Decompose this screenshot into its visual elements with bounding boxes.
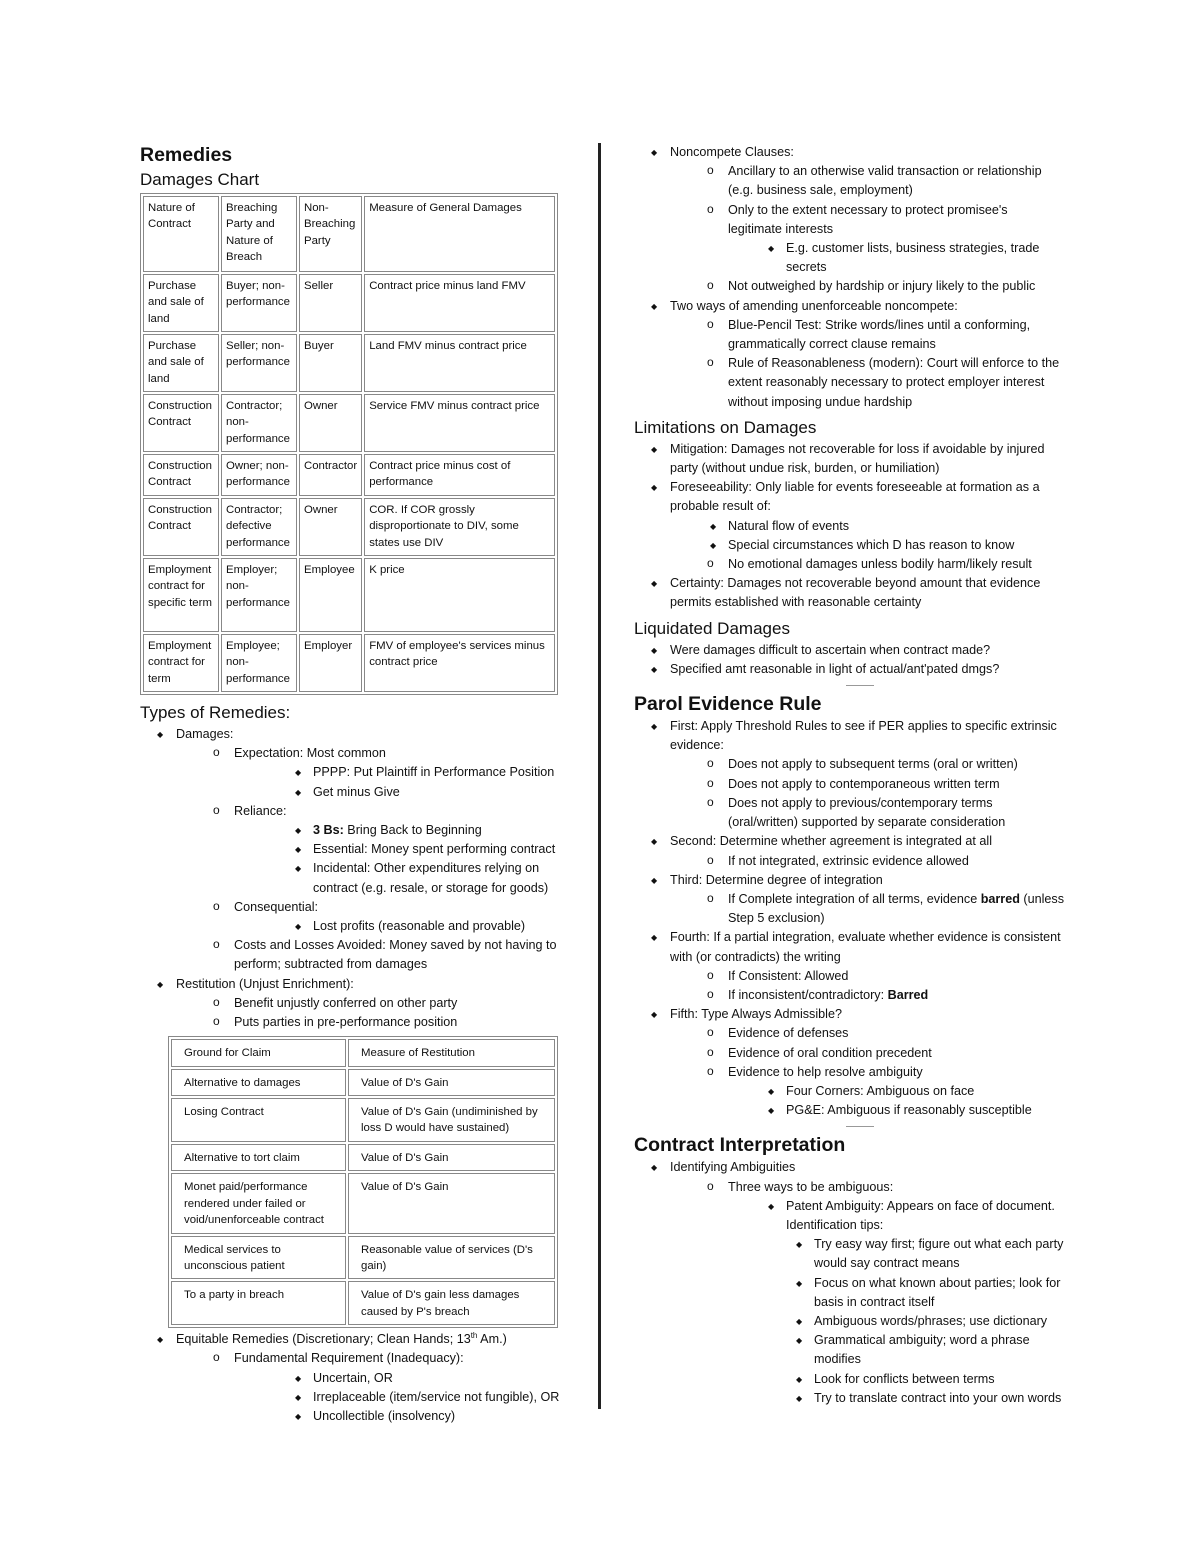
table-row xyxy=(143,558,555,632)
list-item: o Puts parties in pre-performance position xyxy=(176,1013,565,1032)
list-item xyxy=(634,1005,1064,1120)
table-header-cell: Nature of Contract xyxy=(143,196,219,272)
table-cell: Monet paid/performance rendered under failed or void/unenforceable contract xyxy=(171,1173,346,1233)
list-item-text: Am.) xyxy=(477,1332,507,1347)
list-item-text: If inconsistent/contradictory: xyxy=(728,987,888,1002)
list-item xyxy=(634,871,1064,929)
left-column xyxy=(140,140,565,1426)
list-item: ◆ Certainty: Damages not recoverable beyond amount that evidence permits established with reasonable certainty xyxy=(634,574,1064,612)
table-row xyxy=(143,454,555,496)
table-cell: Construction Contract xyxy=(143,454,219,496)
table-header-cell: Breaching Party and Nature of Breach xyxy=(221,196,297,272)
list-item: ◆ Get minus Give xyxy=(234,783,565,802)
list-item: o Evidence of oral condition precedent xyxy=(670,1044,1064,1063)
table-cell: To a party in breach xyxy=(171,1281,346,1325)
table-cell: Medical services to unconscious patient xyxy=(171,1236,346,1280)
table-cell: Purchase and sale of land xyxy=(143,334,219,392)
list-item: ◆ Special circumstances which D has reason to know xyxy=(649,536,1064,555)
table-row xyxy=(171,1069,555,1096)
page-title: Remedies xyxy=(140,144,233,166)
limitations-heading: Limitations on Damages xyxy=(634,417,817,437)
list-item: ◆ Four Corners: Ambiguous on face xyxy=(707,1082,1064,1101)
list-item xyxy=(176,744,565,802)
list-item-text: Damages: xyxy=(176,727,234,741)
list-item xyxy=(140,975,565,1033)
damages-chart-heading: Damages Chart xyxy=(140,170,260,189)
table-cell: Reasonable value of services (D's gain) xyxy=(348,1236,555,1280)
table-cell: Purchase and sale of land xyxy=(143,274,219,332)
list-item-text: Foreseeability: Only liable for events foreseeable at formation as a probable result of: xyxy=(670,480,1040,514)
list-item: ◆ PG&E: Ambiguous if reasonably susceptible xyxy=(707,1101,1064,1120)
list-item-text: Identifying Ambiguities xyxy=(670,1160,796,1175)
table-cell: Value of D's gain less damages caused by P's breach xyxy=(348,1281,555,1325)
list-item xyxy=(670,967,1064,986)
list-item xyxy=(234,821,565,840)
column-divider xyxy=(598,143,601,1409)
list-item xyxy=(634,717,1064,832)
list-item: ◆ Ambiguous words/phrases; use dictionary xyxy=(707,1312,1064,1331)
table-header-cell: Non-Breaching Party xyxy=(299,196,362,272)
table-cell: Seller xyxy=(299,274,362,332)
list-item xyxy=(634,928,1064,1005)
liquidated-heading: Liquidated Damages xyxy=(634,618,790,638)
table-row xyxy=(143,334,555,392)
list-item: ◆ Mitigation: Damages not recoverable for loss if avoidable by injured party (without undue risk, burden, or humiliation) xyxy=(634,440,1064,478)
list-item: ◆ Grammatical ambiguity; word a phrase modifies xyxy=(707,1331,1064,1369)
parol-list xyxy=(634,717,1064,1120)
list-item-text: Costs and Losses Avoided: xyxy=(234,938,386,953)
types-of-remedies-heading: Types of Remedies: xyxy=(140,703,291,722)
list-item-text: First: Apply Threshold Rules to see if PER applies to specific extrinsic evidence: xyxy=(670,719,1057,753)
section-separator xyxy=(846,685,874,686)
table-cell: Owner; non-performance xyxy=(221,454,297,496)
remedies-list xyxy=(140,725,565,1032)
bold-term: Barred xyxy=(887,987,929,1002)
list-item xyxy=(634,297,1064,412)
list-item xyxy=(634,832,1064,870)
damages-chart-table xyxy=(140,193,558,695)
table-cell: Contract price minus land FMV xyxy=(364,274,555,332)
equitable-list xyxy=(140,1330,565,1426)
list-item-text: Patent Ambiguity: Appears on face of document. Identification tips: xyxy=(786,1198,1055,1232)
table-cell: Employment contract for specific term xyxy=(143,558,219,632)
list-item-text: Reliance: xyxy=(234,803,287,818)
interpretation-list xyxy=(634,1158,1064,1408)
list-item xyxy=(140,1330,565,1426)
section-separator xyxy=(846,1126,874,1127)
list-item: o Does not apply to contemporaneous written term xyxy=(670,775,1064,794)
table-cell: Owner xyxy=(299,498,362,556)
superscript: th xyxy=(470,1330,478,1340)
list-item: ◆ Lost profits (reasonable and provable) xyxy=(234,917,565,936)
list-item xyxy=(634,143,1064,297)
list-item: o No emotional damages unless bodily harm/likely result xyxy=(670,555,1064,574)
table-cell: Contract price minus cost of performance xyxy=(364,454,555,496)
list-item-text: Only to the extent necessary to protect promisee's legitimate interests xyxy=(728,202,1008,236)
list-item: o Does not apply to subsequent terms (oral or written) xyxy=(670,755,1064,774)
list-item xyxy=(670,1178,1064,1408)
list-item: ◆ Uncertain, OR xyxy=(234,1369,565,1388)
list-item: ◆ Try easy way first; figure out what each party would say contract means xyxy=(707,1235,1064,1273)
table-cell: Value of D's Gain xyxy=(348,1173,555,1233)
table-row xyxy=(171,1236,555,1280)
list-item xyxy=(670,890,1064,928)
list-item: o Benefit unjustly conferred on other party xyxy=(176,994,565,1013)
list-item: ◆ Essential: Money spent performing contract xyxy=(234,840,565,859)
list-item: ◆ Specified amt reasonable in light of actual/ant'pated dmgs? xyxy=(634,660,1064,679)
list-item-text: Consequential: xyxy=(234,899,319,914)
table-header-cell: Measure of Restitution xyxy=(348,1039,555,1066)
table-cell: Value of D's Gain xyxy=(348,1144,555,1171)
table-cell: COR. If COR grossly disproportionate to DIV, some states use DIV xyxy=(364,498,555,556)
list-item: o Rule of Reasonableness (modern): Court will enforce to the extent reasonably necessary to protect employer interest without imposing undue hardship xyxy=(670,354,1064,412)
list-item xyxy=(670,986,1064,1005)
list-item xyxy=(176,936,565,974)
list-item: ◆ Look for conflicts between terms xyxy=(707,1370,1064,1389)
list-item-text: Expectation: Most common xyxy=(234,746,386,761)
table-cell: Contractor xyxy=(299,454,362,496)
table-row xyxy=(143,394,555,452)
table-header-row xyxy=(143,196,555,272)
list-item: o Not outweighed by hardship or injury likely to the public xyxy=(670,277,1064,296)
parol-heading: Parol Evidence Rule xyxy=(634,693,822,716)
list-item: ◆ Uncollectible (insolvency) xyxy=(234,1407,565,1426)
table-cell: FMV of employee's services minus contract price xyxy=(364,634,555,692)
list-item-text: (unless Step 5 exclusion) xyxy=(728,891,1065,926)
list-item xyxy=(176,802,565,898)
list-item-text: Third: Determine degree of integration xyxy=(670,872,883,887)
table-row xyxy=(171,1098,555,1142)
table-row xyxy=(143,634,555,692)
table-row xyxy=(171,1281,555,1325)
table-cell: Value of D's Gain (undiminished by loss D would have sustained) xyxy=(348,1098,555,1142)
list-item xyxy=(176,1349,565,1426)
list-item-text: Evidence to help resolve ambiguity xyxy=(728,1064,923,1079)
list-item-text: Bring Back to Beginning xyxy=(343,823,482,838)
list-item: o Evidence of defenses xyxy=(670,1024,1064,1043)
list-item: ◆ E.g. customer lists, business strategies, trade secrets xyxy=(707,239,1064,277)
table-row xyxy=(143,498,555,556)
list-item: o Blue-Pencil Test: Strike words/lines until a conforming, grammatically correct clause remains xyxy=(670,316,1064,354)
table-header-row xyxy=(171,1039,555,1066)
list-item xyxy=(176,898,565,936)
list-item-text: Fundamental Requirement (Inadequacy): xyxy=(234,1351,464,1366)
table-cell: Contractor; non-performance xyxy=(221,394,297,452)
list-item: ◆ Natural flow of events xyxy=(649,517,1064,536)
list-item-text: Three ways to be ambiguous: xyxy=(728,1179,894,1194)
table-row xyxy=(171,1173,555,1233)
list-item: ◆ PPPP: Put Plaintiff in Performance Position xyxy=(234,763,565,782)
limitations-list xyxy=(634,440,1064,613)
table-cell: Owner xyxy=(299,394,362,452)
list-item-text: If Consistent: xyxy=(728,968,805,983)
list-item-text: Restitution (Unjust Enrichment): xyxy=(176,976,354,991)
list-item: ◆ Try to translate contract into your own words xyxy=(707,1389,1064,1408)
table-cell: Employer; non-performance xyxy=(221,558,297,632)
table-header-cell: Ground for Claim xyxy=(171,1039,346,1066)
bold-term: 3 Bs: xyxy=(313,823,344,838)
list-item-text: Two ways of amending unenforceable noncompete: xyxy=(670,298,958,313)
list-item-text: Second: Determine whether agreement is integrated at all xyxy=(670,834,993,849)
table-cell: Construction Contract xyxy=(143,498,219,556)
table-cell: Employee; non-performance xyxy=(221,634,297,692)
list-item xyxy=(670,201,1064,278)
bold-term: barred xyxy=(980,891,1020,906)
list-item: o Ancillary to an otherwise valid transaction or relationship (e.g. business sale, employment) xyxy=(670,162,1064,200)
table-row xyxy=(143,274,555,332)
table-cell: Value of D's Gain xyxy=(348,1069,555,1096)
table-cell: Buyer; non-performance xyxy=(221,274,297,332)
interpretation-heading: Contract Interpretation xyxy=(634,1134,846,1157)
table-cell: Contractor; defective performance xyxy=(221,498,297,556)
right-column xyxy=(634,143,1064,1408)
list-item-text: Equitable Remedies (Discretionary; Clean Hands; 13 xyxy=(176,1332,471,1347)
list-item-text: Fourth: If a partial integration, evaluate whether evidence is consistent with (or contradicts) the writing xyxy=(670,930,1061,964)
list-item-text: Money saved by not having to perform; subtracted from damages xyxy=(234,938,557,972)
table-cell: K price xyxy=(364,558,555,632)
table-cell: Employer xyxy=(299,634,362,692)
table-cell: Service FMV minus contract price xyxy=(364,394,555,452)
table-cell: Alternative to damages xyxy=(171,1069,346,1096)
table-cell: Buyer xyxy=(299,334,362,392)
table-cell: Seller; non-performance xyxy=(221,334,297,392)
list-item xyxy=(634,478,1064,574)
list-item xyxy=(634,1158,1064,1408)
table-cell: Land FMV minus contract price xyxy=(364,334,555,392)
list-item xyxy=(140,725,565,975)
list-item: o Does not apply to previous/contemporary terms (oral/written) supported by separate consideration xyxy=(670,794,1064,832)
table-cell: Employment contract for term xyxy=(143,634,219,692)
list-item-text: Allowed xyxy=(804,968,849,983)
restitution-table xyxy=(168,1036,558,1328)
list-item-text: If Complete integration of all terms, evidence xyxy=(728,891,981,906)
table-header-cell: Measure of General Damages xyxy=(364,196,555,272)
list-item-text: Fifth: Type Always Admissible? xyxy=(670,1007,842,1022)
list-item: ◆ Were damages difficult to ascertain when contract made? xyxy=(634,641,1064,660)
list-item: o If not integrated, extrinsic evidence allowed xyxy=(670,852,1064,871)
list-item-text: Noncompete Clauses: xyxy=(670,145,794,159)
list-item: ◆ Focus on what known about parties; look for basis in contract itself xyxy=(707,1274,1064,1312)
list-item xyxy=(707,1197,1064,1408)
list-item: ◆ Incidental: Other expenditures relying on contract (e.g. resale, or storage for goods) xyxy=(234,859,565,897)
table-row xyxy=(171,1144,555,1171)
table-cell: Employee xyxy=(299,558,362,632)
liquidated-list xyxy=(634,641,1064,679)
noncompete-list xyxy=(634,143,1064,412)
table-cell: Alternative to tort claim xyxy=(171,1144,346,1171)
list-item xyxy=(670,1063,1064,1121)
table-cell: Losing Contract xyxy=(171,1098,346,1142)
list-item: ◆ Irreplaceable (item/service not fungible), OR xyxy=(234,1388,565,1407)
table-cell: Construction Contract xyxy=(143,394,219,452)
